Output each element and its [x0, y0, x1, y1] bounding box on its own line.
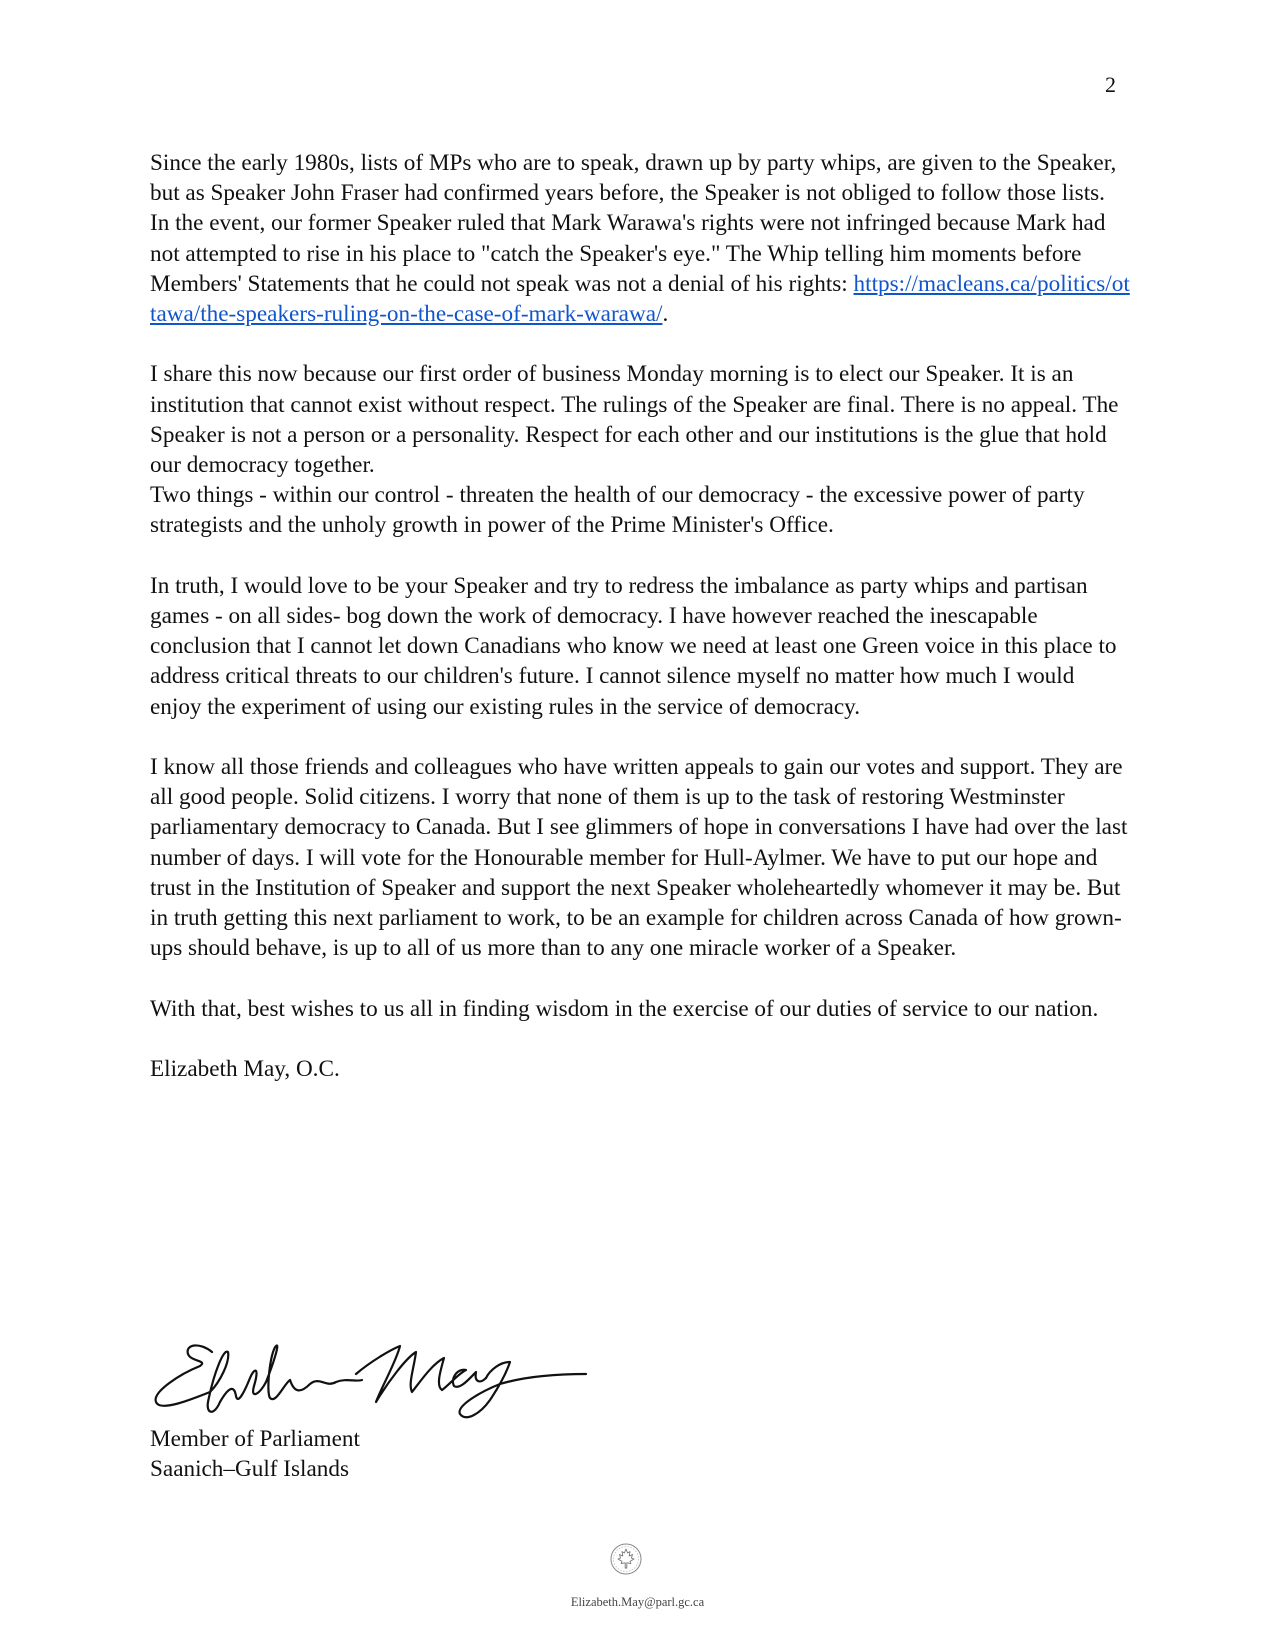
paragraph-fraser-ruling	[150, 148, 1130, 329]
paragraph-best-wishes: With that, best wishes to us all in finding wisdom in the exercise of our duties of service to our nation.	[150, 995, 1099, 1022]
title-member-of-parliament: Member of Parliament	[150, 1426, 360, 1452]
maple-leaf-emblem-icon	[609, 1542, 643, 1576]
paragraph-would-love-speaker: In truth, I would love to be your Speaker and try to redress the imbalance as party whips and partisan games - on all sides- bog down the work of democracy. I have however reached the inescapable conclusion that I cannot let down Canadians who know we need at least one Green voice in this place to address critical threats to our children's future. I cannot silence myself no matter how much I would enjoy the experiment of using our existing rules in the service of democracy.	[150, 572, 1117, 720]
paragraph-elect-speaker: I share this now because our first order of business Monday morning is to elect our Speaker. It is an institution that cannot exist without respect. The rulings of the Speaker are final. There is no appeal. The Speaker is not a person or a personality. Respect for each other and our institutions is the glue that hold our democracy together.	[150, 361, 1119, 479]
footer-email: Elizabeth.May@parl.gc.ca	[570, 1595, 705, 1609]
letter-body	[150, 148, 1130, 1114]
title-riding: Saanich–Gulf Islands	[150, 1456, 349, 1482]
link-trailing-period: .	[662, 301, 669, 328]
page-number: 2	[1105, 72, 1116, 97]
handwritten-signature	[150, 1322, 590, 1422]
macleans-ruling-link[interactable]: https://macleans.ca/politics/ottawa/the-speakers-ruling-on-the-case-of-mark-warawa/	[150, 270, 1130, 328]
paragraph-fraser-ruling-text: Since the early 1980s, lists of MPs who are to speak, drawn up by party whips, are given to the Speaker, but as Speaker John Fraser had confirmed years before, the Speaker is not obliged to follow those lists. In the event, our former Speaker ruled that Mark Warawa's rights were not infringed because Mark had not attempted to rise in his place to "catch the Speaker's eye." The Whip telling him moments before Members' Statements that he could not speak was not a denial of his rights:	[150, 150, 1117, 297]
paragraph-colleagues: I know all those friends and colleagues who have written appeals to gain our votes and support. They are all good people. Solid citizens. I worry that none of them is up to the task of restoring Westminster parliamentary democracy to Canada. But I see glimmers of hope in conversations I have had over the last number of days. I will vote for the Honourable member for Hull-Aylmer. We have to put our hope and trust in the Institution of Speaker and support the next Speaker wholeheartedly whomever it may be. But in truth getting this next parliament to work, to be an example for children across Canada of how grown-ups should behave, is up to all of us more than to any one miracle worker of a Speaker.	[150, 754, 1128, 962]
sign-off-name: Elizabeth May, O.C.	[150, 1056, 340, 1083]
paragraph-two-threats: Two things - within our control - threaten the health of our democracy - the excessive power of party strategists and the unholy growth in power of the Prime Minister's Office.	[150, 482, 1085, 539]
signatory-title	[150, 1424, 360, 1484]
